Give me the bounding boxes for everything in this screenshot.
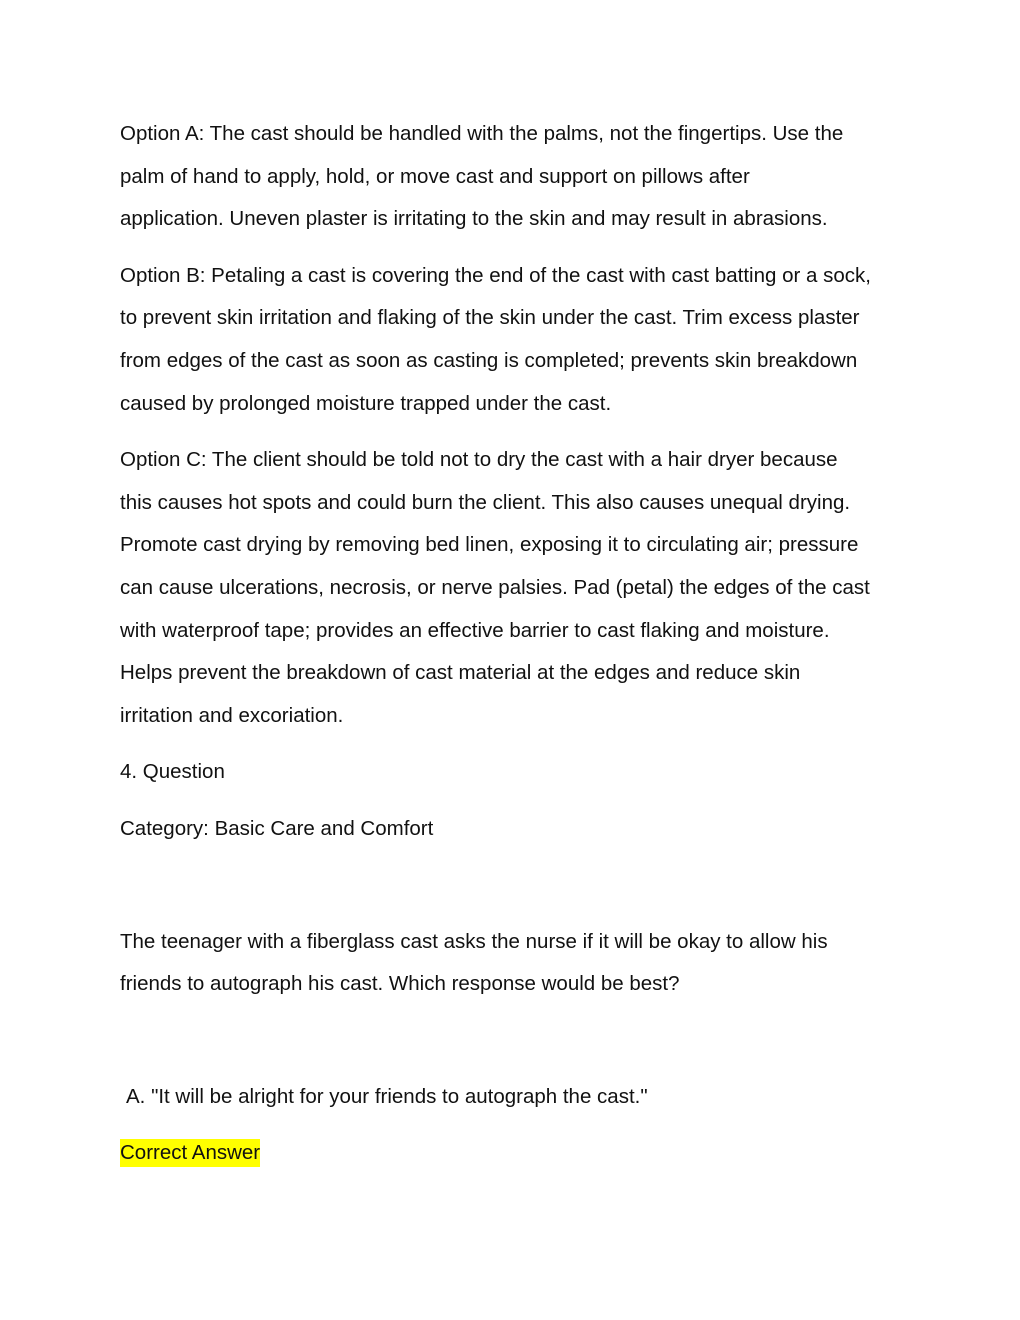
document-body (120, 113, 910, 1175)
text-line: Option A: The cast should be handled with the palms, not the fingertips. Use the (120, 122, 844, 145)
text-line: to prevent skin irritation and flaking of the skin under the cast. Trim excess plaster (120, 306, 860, 330)
option-a-explanation (120, 113, 910, 241)
correct-answer-label: Correct Answer (120, 1139, 260, 1167)
text-line: caused by prolonged moisture trapped under the cast. (120, 391, 612, 415)
text-line: with waterproof tape; provides an effective barrier to cast flaking and moisture. (120, 618, 830, 642)
question-category: Category: Basic Care and Comfort (120, 816, 434, 840)
answer-option-a: A. "It will be alright for your friends to autograph the cast." (126, 1084, 648, 1108)
correct-answer-row (120, 1132, 910, 1175)
text-line: irritation and excoriation. (120, 703, 344, 727)
text-line: application. Uneven plaster is irritating to the skin and may result in abrasions. (120, 207, 828, 231)
question-heading: 4. Question (120, 760, 225, 784)
question-text (120, 921, 910, 1006)
option-b-explanation (120, 255, 910, 425)
text-line: Option B: Petaling a cast is covering the end of the cast with cast batting or a sock, (120, 263, 871, 287)
text-line: from edges of the cast as soon as casting is completed; prevents skin breakdown (120, 348, 858, 372)
text-line: Option C: The client should be told not to dry the cast with a hair dryer because (120, 448, 838, 472)
text-line: this causes hot spots and could burn the client. This also causes unequal drying. (120, 490, 851, 514)
option-c-explanation (120, 439, 910, 737)
text-line: Promote cast drying by removing bed linen, exposing it to circulating air; pressure (120, 533, 859, 557)
text-line: Helps prevent the breakdown of cast material at the edges and reduce skin (120, 661, 801, 685)
text-line: friends to autograph his cast. Which response would be best? (120, 972, 680, 996)
text-line: can cause ulcerations, necrosis, or nerve palsies. Pad (petal) the edges of the cast (120, 575, 870, 599)
text-line: The teenager with a fiberglass cast asks the nurse if it will be okay to allow his (120, 929, 828, 953)
text-line: palm of hand to apply, hold, or move cast and support on pillows after (120, 164, 750, 188)
